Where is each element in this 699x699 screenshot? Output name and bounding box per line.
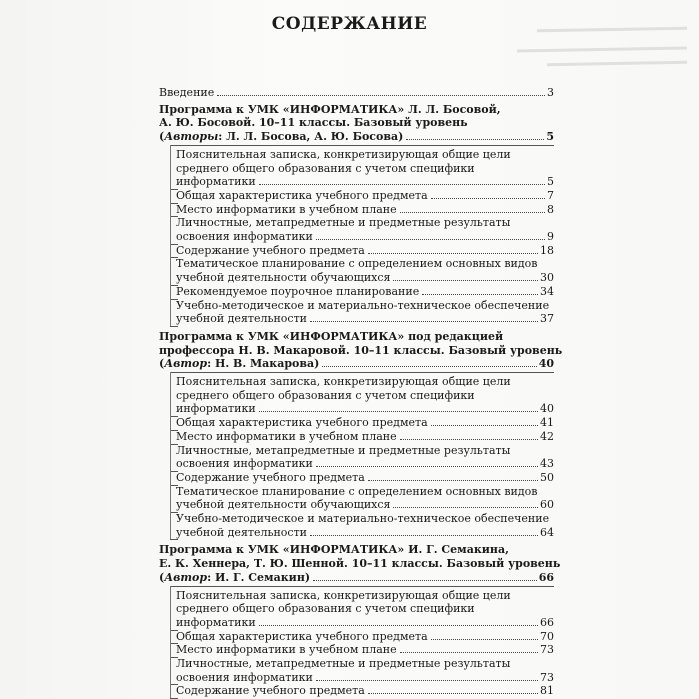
section-heading-line bbox=[159, 557, 561, 571]
toc-text: Программа к УМК «ИНФОРМАТИКА» под редакцией bbox=[159, 329, 504, 343]
toc-item[interactable] bbox=[176, 189, 554, 202]
toc-text: учебной деятельности bbox=[176, 312, 307, 326]
toc-text: освоения информатики bbox=[176, 457, 313, 471]
section-rule bbox=[170, 586, 554, 587]
section-bracket bbox=[170, 372, 171, 539]
toc-text: Общая характеристика учебного предмета bbox=[176, 629, 428, 643]
toc-text: среднего общего образования с учетом специфики bbox=[176, 602, 475, 616]
toc-text: Место информатики в учебном плане bbox=[176, 643, 397, 657]
author-label: Автор bbox=[164, 570, 208, 584]
author-label: Авторы bbox=[164, 130, 219, 144]
toc-entry-title bbox=[176, 175, 256, 188]
toc-text: информатики bbox=[176, 175, 256, 189]
page-number: 7 bbox=[547, 188, 554, 202]
toc-text: Содержание учебного предмета bbox=[176, 470, 365, 484]
toc-entry-title bbox=[176, 230, 313, 243]
toc-text: Е. К. Хеннера, Т. Ю. Шенной. 10–11 классы. Базовый уровень bbox=[159, 557, 561, 571]
leader-dots bbox=[259, 411, 538, 412]
item-tick bbox=[170, 326, 178, 327]
leader-dots bbox=[400, 439, 538, 440]
page-number: 60 bbox=[540, 498, 554, 512]
leader-dots bbox=[431, 425, 538, 426]
page-number: 42 bbox=[540, 429, 554, 443]
toc-entry-title bbox=[176, 312, 307, 325]
author-names: : И. Г. Семакин) bbox=[207, 570, 311, 584]
section-heading-line bbox=[159, 116, 554, 129]
section-heading-author[interactable] bbox=[159, 571, 554, 584]
section-heading-author[interactable] bbox=[159, 130, 554, 143]
toc-text: Программа к УМК «ИНФОРМАТИКА» И. Г. Семакина, bbox=[159, 543, 509, 557]
leader-dots bbox=[310, 321, 538, 322]
section-rule bbox=[170, 145, 554, 146]
leader-dots bbox=[322, 366, 536, 367]
toc-entry-title bbox=[159, 86, 214, 99]
toc-entry-title bbox=[176, 457, 313, 470]
page-number: 5 bbox=[546, 130, 554, 144]
toc-item[interactable] bbox=[176, 230, 554, 243]
section-heading-line bbox=[159, 330, 554, 343]
toc-text: Тематическое планирование с определением основных видов bbox=[176, 484, 538, 498]
toc-text: профессора Н. В. Макаровой. 10–11 классы. Базовый уровень bbox=[159, 343, 563, 357]
toc-item-line bbox=[176, 657, 554, 670]
toc-item[interactable] bbox=[176, 498, 554, 511]
leader-dots bbox=[310, 535, 538, 536]
toc-entry-title bbox=[176, 498, 390, 511]
author-names: : Л. Л. Босова, А. Ю. Босова) bbox=[218, 130, 404, 144]
page-number: 43 bbox=[540, 457, 554, 471]
page-number: 50 bbox=[540, 470, 554, 484]
section-bracket bbox=[170, 586, 171, 699]
toc-entry-title bbox=[176, 630, 428, 643]
toc-text: Общая характеристика учебного предмета bbox=[176, 188, 428, 202]
page-number: 73 bbox=[540, 643, 554, 657]
toc-item[interactable] bbox=[176, 643, 554, 656]
toc-text: Пояснительная записка, конкретизирующая общие цели bbox=[176, 375, 511, 388]
toc-text: А. Ю. Босовой. 10–11 классы. Базовый уровень bbox=[159, 116, 468, 130]
leader-dots bbox=[393, 507, 538, 508]
toc-entry-title bbox=[176, 402, 256, 415]
toc-item-line bbox=[176, 512, 554, 525]
leader-dots bbox=[368, 480, 538, 481]
toc-text: Пояснительная записка, конкретизирующая общие цели bbox=[176, 588, 511, 602]
toc-item[interactable] bbox=[176, 244, 554, 257]
toc-text: информатики bbox=[176, 615, 256, 629]
toc-item[interactable] bbox=[176, 526, 554, 539]
page-number: 18 bbox=[540, 243, 554, 257]
section-heading-line bbox=[159, 103, 554, 116]
section-heading-line bbox=[159, 543, 554, 556]
toc-item-line bbox=[176, 375, 554, 388]
toc-text: учебной деятельности bbox=[176, 525, 307, 539]
toc-text: Рекомендуемое поурочное планирование bbox=[176, 284, 420, 298]
toc-item[interactable] bbox=[176, 471, 554, 484]
page-number: 40 bbox=[538, 357, 554, 371]
page-number: 70 bbox=[540, 629, 554, 643]
toc-text: Место информатики в учебном плане bbox=[176, 202, 397, 216]
toc-item-line bbox=[176, 257, 554, 270]
leader-dots bbox=[259, 184, 545, 185]
toc-item[interactable] bbox=[176, 671, 554, 684]
leader-dots bbox=[393, 280, 538, 281]
toc-entry-intro[interactable] bbox=[159, 86, 554, 99]
toc-item-line bbox=[176, 589, 554, 602]
toc-item-line bbox=[176, 148, 554, 161]
page-number: 30 bbox=[540, 271, 554, 285]
page-number: 73 bbox=[540, 670, 554, 684]
toc-item[interactable] bbox=[176, 285, 554, 298]
page-number: 66 bbox=[538, 570, 554, 584]
toc-item-line bbox=[176, 299, 554, 312]
leader-dots bbox=[259, 625, 538, 626]
toc-entry-title bbox=[176, 616, 256, 629]
page-number: 3 bbox=[547, 86, 554, 99]
page-number: 37 bbox=[540, 312, 554, 326]
toc-item-line bbox=[176, 485, 554, 498]
toc-text: освоения информатики bbox=[176, 230, 313, 243]
leader-dots bbox=[431, 198, 545, 199]
toc-entry-title bbox=[176, 684, 365, 697]
toc-text: информатики bbox=[176, 402, 256, 416]
leader-dots bbox=[313, 580, 537, 581]
section-heading-line bbox=[159, 343, 563, 357]
section-rule bbox=[170, 372, 554, 373]
toc-item[interactable] bbox=[176, 684, 554, 697]
toc-item[interactable] bbox=[176, 402, 554, 415]
leader-dots bbox=[316, 466, 538, 467]
leader-dots bbox=[431, 639, 538, 640]
section-bracket bbox=[170, 145, 171, 326]
toc-text: учебной деятельности обучающихся bbox=[176, 498, 391, 512]
toc-text: Содержание учебного предмета bbox=[176, 243, 365, 257]
toc-text: среднего общего образования с учетом специфики bbox=[176, 161, 475, 175]
toc-entry-title bbox=[176, 416, 428, 429]
page-number: 41 bbox=[540, 416, 554, 430]
page-number: 66 bbox=[540, 615, 554, 629]
leader-dots bbox=[368, 693, 538, 694]
author-label: Автор bbox=[164, 357, 208, 371]
page-number: 5 bbox=[547, 175, 554, 189]
leader-dots bbox=[316, 239, 545, 240]
toc-entry-title: (Автор: Н. В. Макарова) bbox=[159, 357, 320, 371]
toc-text: Тематическое планирование с определением основных видов bbox=[176, 257, 538, 271]
toc-item[interactable] bbox=[176, 271, 554, 284]
toc-entry-title bbox=[176, 643, 397, 656]
toc-entry-title bbox=[176, 526, 307, 539]
toc-text: освоения информатики bbox=[176, 670, 313, 684]
toc-item[interactable] bbox=[176, 175, 554, 188]
author-names: : Н. В. Макарова) bbox=[207, 357, 320, 371]
page-number: 9 bbox=[547, 230, 554, 243]
toc-text: Личностные, метапредметные и предметные результаты bbox=[176, 657, 511, 670]
toc-text: Введение bbox=[159, 86, 215, 99]
page-number: 81 bbox=[540, 684, 554, 698]
toc-item-line bbox=[176, 602, 554, 615]
toc-text: Личностные, метапредметные и предметные результаты bbox=[176, 443, 511, 457]
toc-item-line bbox=[176, 389, 554, 402]
toc-item-line bbox=[176, 162, 554, 175]
toc-item[interactable] bbox=[176, 416, 554, 429]
toc-entry-title: (Авторы: Л. Л. Босова, А. Ю. Босова) bbox=[159, 130, 404, 144]
toc-entry-title bbox=[176, 271, 390, 284]
toc-item[interactable] bbox=[176, 203, 554, 216]
leader-dots bbox=[217, 95, 545, 96]
leader-dots bbox=[406, 139, 544, 140]
toc-entry-title bbox=[176, 203, 397, 216]
toc-text: Место информатики в учебном плане bbox=[176, 429, 397, 443]
bleed-through-line bbox=[547, 61, 687, 66]
section-heading-author[interactable] bbox=[159, 357, 554, 370]
leader-dots bbox=[316, 680, 538, 681]
toc-text: Содержание учебного предмета bbox=[176, 684, 365, 698]
toc-entry-title bbox=[176, 430, 397, 443]
page-number: 8 bbox=[547, 202, 554, 216]
leader-dots bbox=[400, 652, 538, 653]
toc-item[interactable] bbox=[176, 430, 554, 443]
toc-entry-title bbox=[176, 189, 428, 202]
toc-entry-title bbox=[176, 671, 313, 684]
toc-text: Программа к УМК «ИНФОРМАТИКА» Л. Л. Босовой, bbox=[159, 102, 501, 116]
toc-entry-title bbox=[176, 244, 365, 257]
toc-text: учебной деятельности обучающихся bbox=[176, 271, 391, 285]
page-number: 40 bbox=[540, 402, 554, 416]
toc-text: Пояснительная записка, конкретизирующая общие цели bbox=[176, 147, 511, 161]
leader-dots bbox=[422, 294, 538, 295]
toc-item[interactable] bbox=[176, 630, 554, 643]
leader-dots bbox=[368, 253, 538, 254]
page-title: СОДЕРЖАНИЕ bbox=[271, 14, 428, 34]
toc-item-line bbox=[176, 216, 554, 229]
toc-item[interactable] bbox=[176, 616, 554, 629]
page-number: 64 bbox=[540, 525, 554, 539]
toc-text: Личностные, метапредметные и предметные результаты bbox=[176, 216, 511, 230]
toc-entry-title: (Автор: И. Г. Семакин) bbox=[159, 570, 311, 584]
leader-dots bbox=[400, 212, 545, 213]
toc-entry-title bbox=[176, 471, 365, 484]
toc-text: Учебно-методическое и материально-техническое обеспечение bbox=[176, 512, 550, 525]
toc-text: Учебно-методическое и материально-техническое обеспечение bbox=[176, 298, 550, 312]
item-tick bbox=[170, 539, 178, 540]
toc-item[interactable] bbox=[176, 312, 554, 325]
toc-item-line bbox=[176, 444, 554, 457]
bleed-through-line bbox=[517, 47, 687, 53]
toc-text: Общая характеристика учебного предмета bbox=[176, 416, 428, 430]
page-number: 34 bbox=[540, 284, 554, 298]
toc-text: среднего общего образования с учетом специфики bbox=[176, 388, 475, 402]
toc-item[interactable] bbox=[176, 457, 554, 470]
toc-entry-title bbox=[176, 285, 419, 298]
